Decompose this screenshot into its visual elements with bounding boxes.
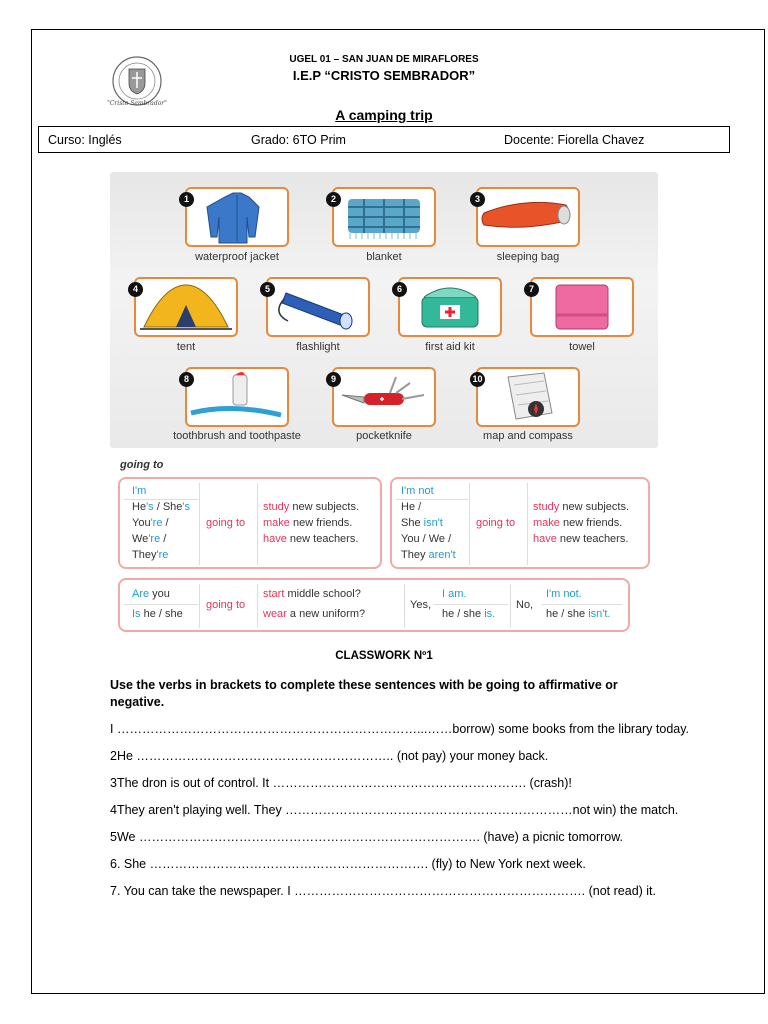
subject-she-neg: She isn't xyxy=(401,517,443,529)
item-card-4 xyxy=(134,277,238,337)
sentence-7: 7. You can take the newspaper. I ……………………………………………………………. (not read) it. xyxy=(110,884,657,898)
subject-you: You're / xyxy=(132,517,169,529)
answer-he-she-is: he / she is. xyxy=(442,608,496,620)
verb-phrase-neg-2: make new friends. xyxy=(533,517,623,529)
item-card-2 xyxy=(332,187,436,247)
subject-we: We're / xyxy=(132,533,167,545)
towel-icon xyxy=(532,279,632,335)
sentence-5: 5We ………………………………………………………………………. (have) a picnic tomorrow. xyxy=(110,830,624,844)
item-number-5: 5 xyxy=(260,282,275,297)
classwork-title: CLASSWORK Nº1 xyxy=(335,650,433,662)
item-card-5 xyxy=(266,277,370,337)
item-number-4: 4 xyxy=(128,282,143,297)
item-label-9: pocketknife xyxy=(356,430,412,442)
answer-he-she-isnt: he / she isn't. xyxy=(546,608,611,620)
logo-caption: "Cristo Sembrador" xyxy=(107,100,167,107)
subject-they: They're xyxy=(132,549,169,561)
item-label-7: towel xyxy=(569,341,595,353)
sentence-1: I ………………………………………………………………...……borrow) some books from the library today. xyxy=(110,722,690,736)
grammar-title: going to xyxy=(120,459,164,471)
subject-you-we-neg: You / We / xyxy=(401,533,452,545)
going-to-label-q: going to xyxy=(206,599,246,611)
verb-phrase-3: have new teachers. xyxy=(263,533,359,545)
item-number-6: 6 xyxy=(392,282,407,297)
ugel-header: UGEL 01 – SAN JUAN DE MIRAFLORES xyxy=(289,54,479,65)
negative-box xyxy=(390,477,650,569)
item-card-6 xyxy=(398,277,502,337)
map-compass-icon xyxy=(478,369,578,425)
subject-he-she: He's / She's xyxy=(132,501,191,513)
pocketknife-icon xyxy=(334,369,434,425)
item-label-5: flashlight xyxy=(296,341,340,353)
item-card-9 xyxy=(332,367,436,427)
going-to-label-neg: going to xyxy=(476,517,516,529)
item-label-2: blanket xyxy=(366,251,402,263)
going-to-label: going to xyxy=(206,517,246,529)
sentence-3: 3The dron is out of control. It ……………………………………………………. (crash)! xyxy=(110,776,572,790)
verb-phrase-2: make new friends. xyxy=(263,517,353,529)
item-number-3: 3 xyxy=(470,192,485,207)
item-label-4: tent xyxy=(176,341,196,353)
subject-he-neg: He / xyxy=(401,501,422,513)
camping-items-panel xyxy=(110,172,658,448)
item-number-8: 8 xyxy=(179,372,194,387)
item-number-7: 7 xyxy=(524,282,539,297)
sentence-2: 2He …………………………………………………….. (not pay) your money back. xyxy=(110,749,549,763)
item-card-10 xyxy=(476,367,580,427)
classwork-instruction: Use the verbs in brackets to complete these sentences with be going to affirmative or negative. xyxy=(110,678,618,709)
school-name: I.E.P “CRISTO SEMBRADOR” xyxy=(292,68,476,83)
question-verb-2: wear a new uniform? xyxy=(263,608,366,620)
question-box xyxy=(118,578,630,632)
affirmative-box xyxy=(118,477,382,569)
item-label-3: sleeping bag xyxy=(496,251,560,263)
first-aid-kit-icon xyxy=(400,279,500,335)
item-number-1: 1 xyxy=(179,192,194,207)
verb-phrase-1: study new subjects. xyxy=(263,501,359,513)
item-label-1: waterproof jacket xyxy=(195,251,279,263)
course-label: Curso: Inglés xyxy=(48,133,122,147)
course-info-bar xyxy=(38,126,730,153)
teacher-label: Docente: Fiorella Chavez xyxy=(504,133,645,147)
subject-im-not: I'm not xyxy=(401,485,434,497)
item-label-6: first aid kit xyxy=(425,341,475,353)
flashlight-icon xyxy=(268,279,368,335)
subject-they-neg: They aren't xyxy=(401,549,456,561)
item-card-8 xyxy=(185,367,289,427)
question-are-you: Are you xyxy=(132,588,170,600)
verb-phrase-neg-3: have new teachers. xyxy=(533,533,629,545)
tent-icon xyxy=(136,279,236,335)
sleeping-bag-icon xyxy=(478,189,578,245)
item-number-9: 9 xyxy=(326,372,341,387)
jacket-icon xyxy=(187,189,287,245)
grade-label: Grado: 6TO Prim xyxy=(251,133,346,147)
page-title: A camping trip xyxy=(335,107,433,123)
item-label-8: toothbrush and toothpaste xyxy=(173,430,301,442)
toothbrush-icon xyxy=(187,369,287,425)
answer-no: No, xyxy=(516,599,534,611)
sentence-6: 6. She …………………………………………………………. (fly) to New York next week. xyxy=(110,857,586,871)
blanket-icon xyxy=(334,189,434,245)
item-label-10: map and compass xyxy=(483,430,573,442)
sentence-4: 4They aren't playing well. They ……………………………………………………………not win) the match. xyxy=(110,803,679,817)
item-card-3 xyxy=(476,187,580,247)
question-verb-1: start middle school? xyxy=(263,588,361,600)
verb-phrase-neg-1: study new subjects. xyxy=(533,501,629,513)
subject-im: I'm xyxy=(132,485,147,497)
answer-i-am: I am. xyxy=(442,588,467,600)
question-is-he-she: Is he / she xyxy=(132,608,183,620)
answer-yes: Yes, xyxy=(410,599,432,611)
item-card-1 xyxy=(185,187,289,247)
answer-im-not: I'm not. xyxy=(546,588,582,600)
item-card-7 xyxy=(530,277,634,337)
item-number-10: 10 xyxy=(470,372,485,387)
item-number-2: 2 xyxy=(326,192,341,207)
